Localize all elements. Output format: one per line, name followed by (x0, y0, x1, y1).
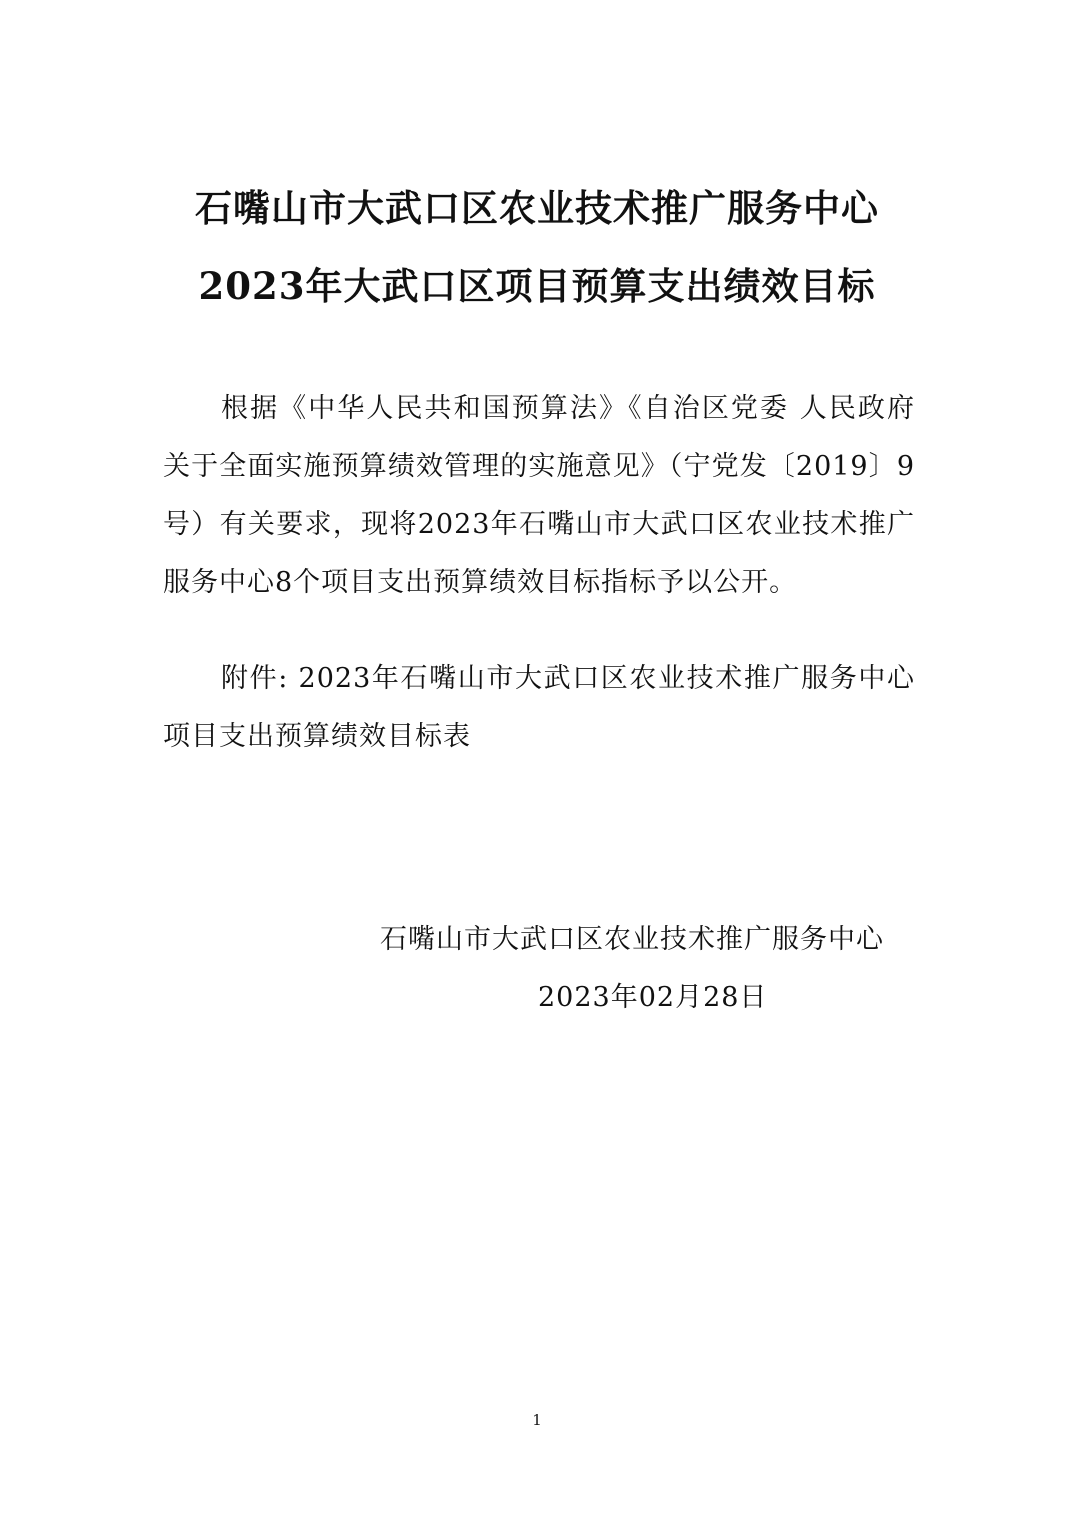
body-paragraph-attachment: 附件: 2023年石嘴山市大武口区农业技术推广服务中心项目支出预算绩效目标表 (163, 663, 915, 752)
page-number: 1 (532, 1411, 542, 1429)
signature-date: 2023年02月28日 (538, 982, 768, 1013)
document-title-line2: 2023年大武口区项目预算支出绩效目标 (198, 264, 876, 308)
document-title-line1: 石嘴山市大武口区农业技术推广服务中心 (195, 186, 879, 230)
body-paragraph-basis: 根据《中华人民共和国预算法》《自治区党委 人民政府关于全面实施预算绩效管理的实施意见》（宁党发〔2019〕9号）有关要求，现将2023年石嘴山市大武口区农业技术推广服务中心8个项目支出预算绩效目标指标予以公开。 (163, 393, 915, 598)
signature-organization: 石嘴山市大武口区农业技术推广服务中心 (380, 924, 884, 955)
